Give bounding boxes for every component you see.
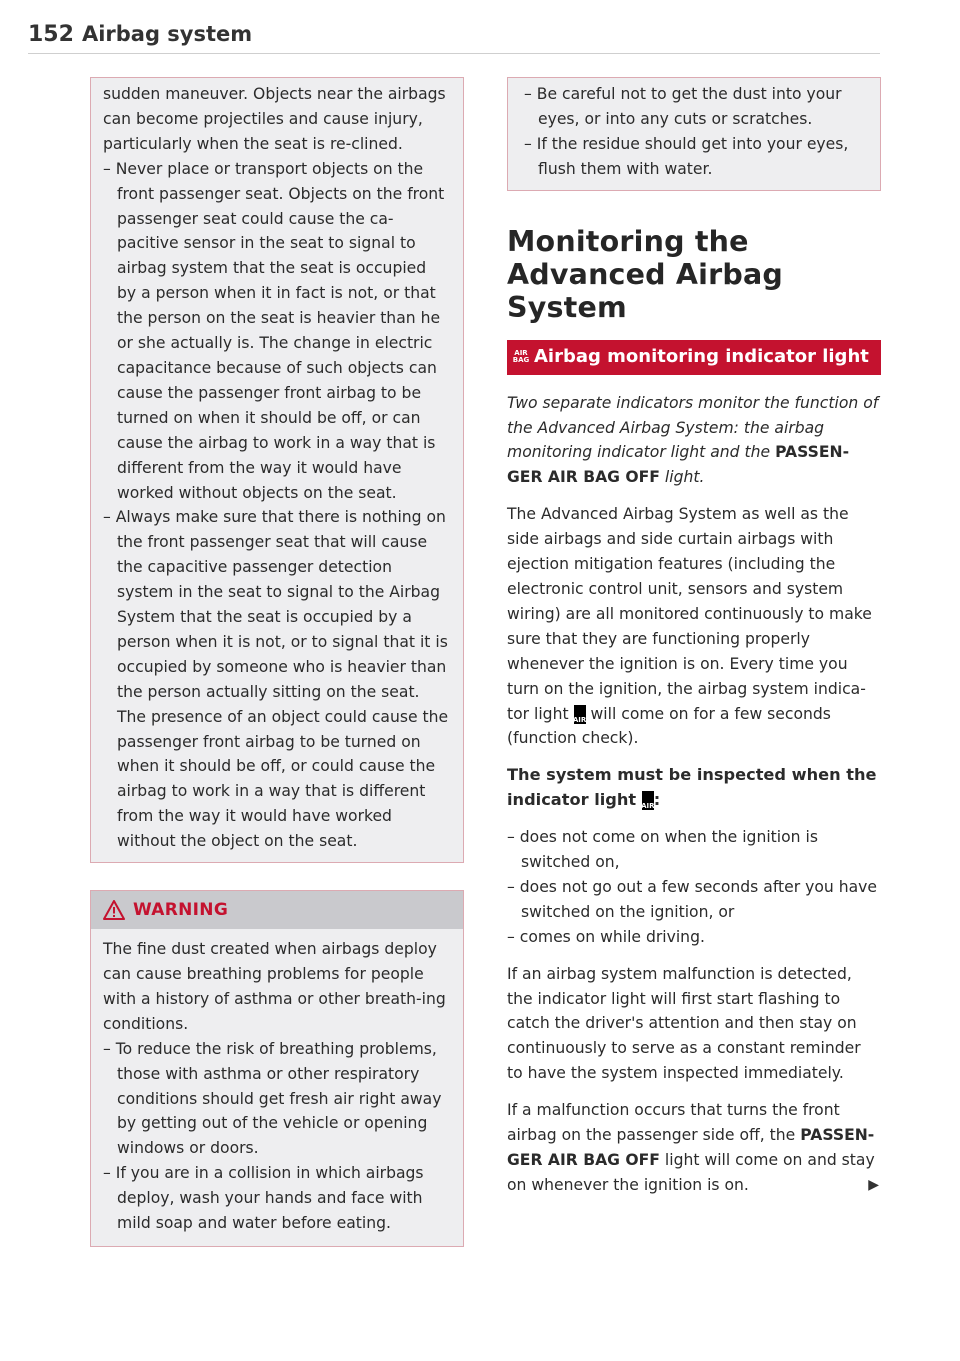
malfunction-paragraph: If an airbag system malfunction is detected, the indicator light will first start flashing to catch the driver's attention and then stay on continuously to serve as a constant reminder to have the system inspected immediately. — [507, 964, 861, 1083]
list-item: – does not come on when the ignition is switched on, — [507, 825, 881, 875]
right-column — [507, 77, 881, 1198]
page-header — [28, 22, 880, 47]
airbag-indicator-icon: AIR BAG — [574, 705, 586, 724]
caution-bullet: – Always make sure that there is nothing on the front passenger seat that will cause the capacitive passenger detection system in the seat to signal to the Airbag System that the seat is occupied by a person when it is not, or to signal that it is occupied by someone who is heavier than the person actually sitting on the seat. The presence of an object could cause the passenger front airbag to be turned on when it should be off, or could cause the airbag to work in a way that is different from the way it would have worked without the object on the seat. — [103, 505, 449, 854]
warning-bullet: – If the residue should get into your eyes, flush them with water. — [524, 132, 866, 182]
warning-text: The fine dust created when airbags deploy can cause breathing problems for people with a history of asthma or other breath-ing conditions. — [103, 940, 446, 1033]
continued-text: sudden maneuver. Objects near the airbags can become projectiles and cause injury, particularly when the seat is re-clined. — [103, 85, 446, 153]
subsection-title: Airbag monitoring indicator light — [534, 345, 869, 367]
monitoring-paragraph: The Advanced Airbag System as well as the side airbags and side curtain airbags with ejection mitigation features (including the electronic control unit, sensors and system wiring) are all monitored continuously to make sure that they are functioning properly whenever the ignition is on. Every time you turn on the ignition, the airbag system indica-tor light AIR BAG will come on for a few seconds (function check). — [507, 505, 872, 748]
warning-box-continued — [507, 77, 881, 191]
warning-header — [91, 891, 463, 929]
warning-title: WARNING — [133, 899, 229, 920]
list-item: – comes on while driving. — [507, 925, 881, 950]
caution-box-continued — [90, 77, 464, 863]
airbag-indicator-icon: AIR BAG — [642, 791, 654, 810]
warning-bullet: – If you are in a collision in which airbags deploy, wash your hands and face with mild soap and water before eating. — [103, 1161, 449, 1236]
warning-box — [90, 890, 464, 1247]
list-item: – does not go out a few seconds after you have switched on the ignition, or — [507, 875, 881, 925]
continue-arrow-icon: ▶ — [868, 1176, 879, 1193]
warning-triangle-icon — [103, 900, 125, 920]
header-divider — [28, 53, 880, 54]
warning-bullet: – To reduce the risk of breathing problems, those with asthma or other respiratory conditions should get fresh air right away by getting out of the vehicle or opening windows or doors. — [103, 1037, 449, 1162]
subsection-bar — [507, 340, 881, 375]
intro-text: Two separate indicators monitor the function of the Advanced Airbag System: the airbag monitoring indicator light and the PASSEN-GER AIR BAG OFF light. — [507, 393, 879, 487]
warning-bullet: – Be careful not to get the dust into your eyes, or into any cuts or scratches. — [524, 82, 866, 132]
airbag-icon: AIR BAG — [512, 349, 530, 365]
chapter-heading: Monitoring the Advanced Airbag System — [507, 224, 784, 324]
passenger-airbag-paragraph: If a malfunction occurs that turns the front airbag on the passenger side off, the PASSEN-GER AIR BAG OFF light will come on and stay on whenever the ignition is on. ▶ — [507, 1098, 881, 1198]
inspection-subheading: The system must be inspected when the indicator light AIR BAG : — [507, 765, 877, 818]
caution-bullet: – Never place or transport objects on the front passenger seat. Objects on the front passenger seat could cause the ca-pacitive sensor in the seat to signal to airbag system that the seat is occupied by a person when it in fact is not, or that the person on the seat is heavier than he or she actually is. The change in electric capacitance because of such objects can cause the passenger front airbag to be turned on when it should be off, or can cause the airbag to work in a way that is different from the way it would have worked without objects on the seat. — [103, 157, 449, 506]
page-number: 152 — [28, 22, 74, 47]
section-title: Airbag system — [81, 22, 253, 46]
left-column — [90, 77, 464, 1247]
condition-list — [507, 825, 881, 950]
